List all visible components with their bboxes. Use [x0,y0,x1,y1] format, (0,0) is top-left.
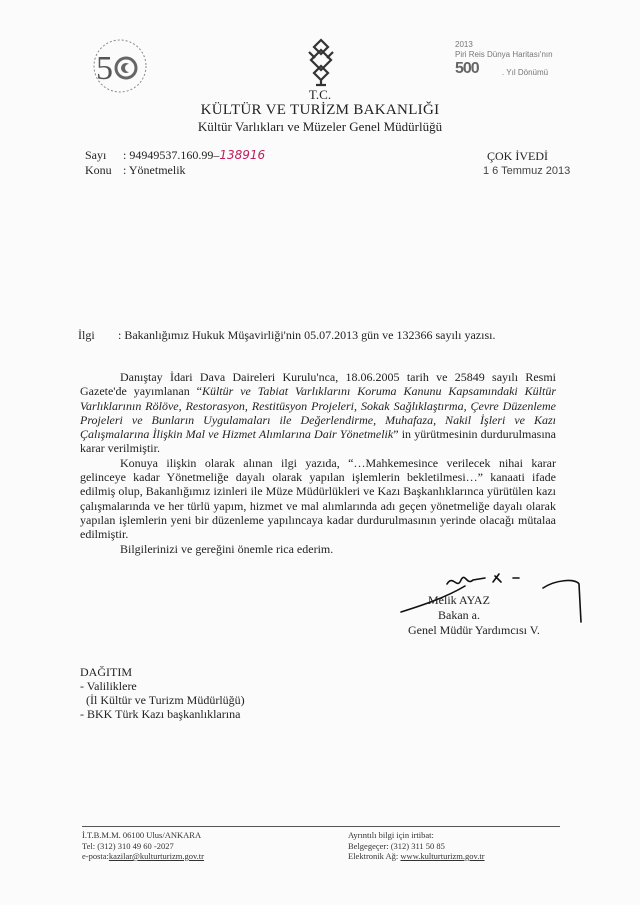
footer-address [82,830,204,862]
footer-web-line [348,851,485,862]
ilgi-label: İlgi [78,328,95,342]
p1-text-b: ” in yürütmesinin durdurulmasına karar verilmiştir. [80,427,557,456]
paragraph-3: Bilgilerinizi ve gereğini önemle rica ederim. [120,541,334,556]
distribution-item: (İl Kültür ve Turizm Müdürlüğü) [80,693,245,707]
letter-body [80,370,556,556]
date-stamp: 1 6 Temmuz 2013 [483,165,571,177]
logo-500: 500 [455,60,479,77]
footer-email-line [82,851,204,862]
signer-role-1: Bakan a. [438,608,480,622]
ministry-heading: KÜLTÜR VE TURİZM BAKANLIĞI [200,102,440,118]
department-heading: Kültür Varlıkları ve Müzeler Genel Müdürlüğü [197,119,443,134]
sayi-value: : 94949537.160.99– [123,148,220,162]
urgency-label: ÇOK İVEDİ [487,149,548,163]
footer-phone: Tel: (312) 310 49 60 -2027 [82,840,174,851]
paragraph-2: Konuya ilişkin olarak alınan ilgi yazıda, “…Mahkemesince verilecek nihai karar gelinceye kadar Yönetmeliğe dayalı olarak yapılan işlemlerin bekletilmesi…” kanaati ifade edilmiş olup, Bakanlığımız izinleri ile Müze Müdürlükleri ve Kazı Başkanlıklarınca yürütülen kazı çalışmalarında ve her türlü yapım, hizmet ve mal alımlarında adı geçen yönetmeliğe dayalı olarak yapılan işlemlerin yeni bir düzenleme yapılıncaya kadar durdurulmasının yerinde olacağı mütalaa edilmiştir. [80,455,556,542]
svg-text:5: 5 [96,50,113,87]
logo-year: 2013 [455,40,473,49]
sayi-line [85,148,265,163]
distribution-title: DAĞITIM [80,665,132,679]
footer-email-label: e-posta: [82,851,109,861]
footer-address-line: İ.T.B.M.M. 06100 Ulus/ANKARA [82,830,202,840]
regulation-title: Kültür ve Tabiat Varlıklarını Koruma Kanunu Kapsamındaki Kültür Varlıklarının Rölöve, Restorasyon, Restitüsyon Projeleri, Sokak Sağlıklaştırma, Çevre Düzenleme Projeleri ve Bunların Uygulamaları ile Değerlendirme, Muhafaza, Nakil İşleri ve Kazı Çalışmalarına İlişkin Mal ve Hizmet Alımlarına Dair Yönetmelik [80,384,556,442]
p1-text-a: Danıştay İdari Dava Daireleri Kurulu'nca, 18.06.2005 tarih ve 25849 sayılı Resmi Gazete'de yayımlanan “ [80,370,556,399]
logo-suffix: . Yıl Dönümü [502,68,549,77]
tc-heading: T.C. [308,87,332,102]
distribution-list [80,665,245,721]
footer-fax: Belgegeçer: (312) 311 50 85 [348,840,445,851]
ilgi-text: : Bakanlığımız Hukuk Müşavirliği'nin 05.07.2013 gün ve 132366 sayılı yazısı. [118,328,496,342]
logo-caption: Piri Reis Dünya Haritası'nın [455,50,553,59]
distribution-item: - BKK Türk Kazı başkanlıklarına [80,707,241,721]
sayi-label: Sayı [85,148,107,162]
konu-value: : Yönetmelik [123,163,186,177]
sayi-handwritten: 138916 [219,148,266,162]
piri-reis-500-logo [452,40,592,85]
signer-name: Melik AYAZ [428,593,490,607]
footer-email-link[interactable]: kazilar@kulturturizm.gov.tr [108,851,205,861]
konu-label: Konu [85,163,112,177]
ilgi-line [78,328,495,343]
signature-block [408,593,570,638]
paragraph-1 [80,370,556,456]
footer-web-label: Elektronik Ağ: [348,851,401,861]
footer-web-link[interactable]: www.kulturturizm.gov.tr [400,851,485,861]
konu-line [85,163,186,178]
ministry-knot-logo [301,38,341,88]
signer-role-2: Genel Müdür Yardımcısı V. [408,623,540,637]
footer-contact [348,830,485,862]
distribution-item: - Valiliklere [80,679,137,693]
footer-divider [82,826,560,827]
footer-contact-line: Ayrıntılı bilgi için irtibat: [348,830,434,840]
